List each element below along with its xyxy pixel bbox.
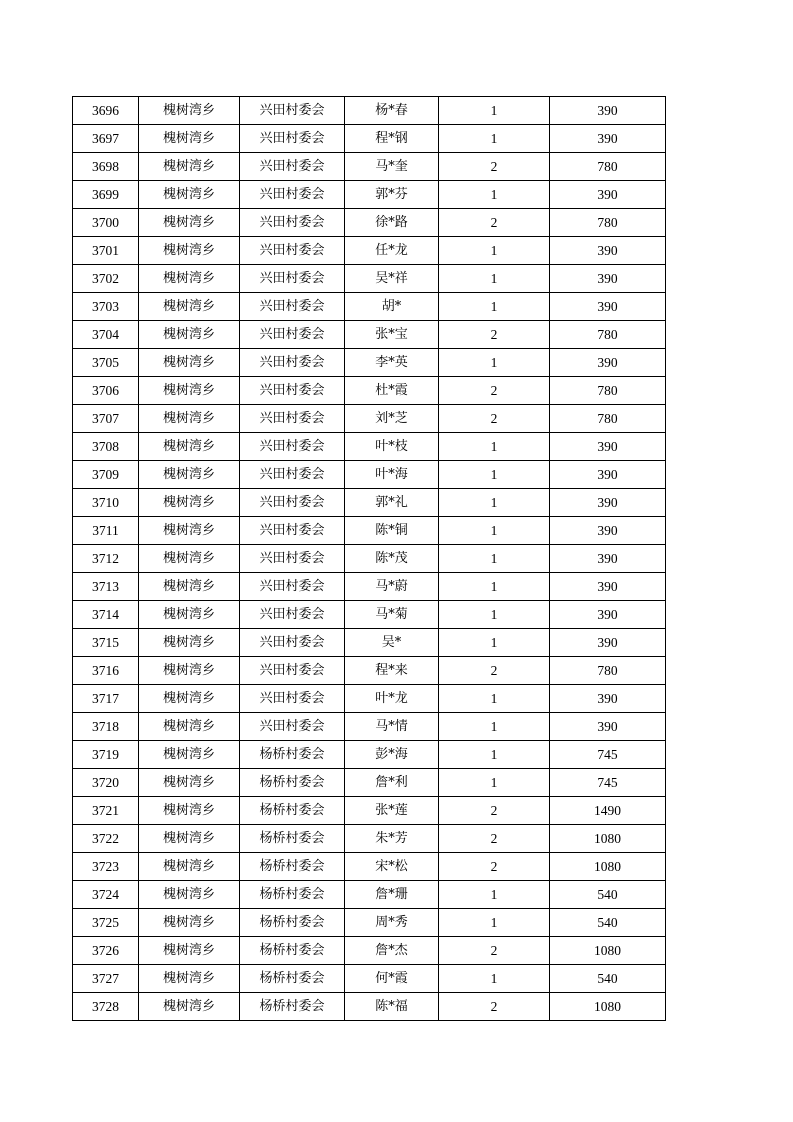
township-cell: 槐树湾乡 (139, 321, 240, 349)
count-cell: 1 (439, 125, 550, 153)
record-id-cell: 3728 (73, 993, 139, 1021)
record-id-cell: 3697 (73, 125, 139, 153)
name-cell: 马*菊 (345, 601, 439, 629)
township-cell: 槐树湾乡 (139, 181, 240, 209)
table-row (73, 97, 666, 125)
table-row (73, 909, 666, 937)
township-cell: 槐树湾乡 (139, 517, 240, 545)
name-cell: 马*情 (345, 713, 439, 741)
name-cell: 宋*松 (345, 853, 439, 881)
amount-cell: 390 (550, 489, 666, 517)
record-id-cell: 3723 (73, 853, 139, 881)
amount-cell: 780 (550, 377, 666, 405)
township-cell: 槐树湾乡 (139, 293, 240, 321)
village-committee-cell: 兴田村委会 (240, 489, 345, 517)
village-committee-cell: 兴田村委会 (240, 125, 345, 153)
amount-cell: 390 (550, 629, 666, 657)
name-cell: 陈*福 (345, 993, 439, 1021)
record-id-cell: 3716 (73, 657, 139, 685)
township-cell: 槐树湾乡 (139, 769, 240, 797)
name-cell: 叶*龙 (345, 685, 439, 713)
table-row (73, 349, 666, 377)
township-cell: 槐树湾乡 (139, 741, 240, 769)
township-cell: 槐树湾乡 (139, 545, 240, 573)
name-cell: 吴* (345, 629, 439, 657)
table-row (73, 405, 666, 433)
count-cell: 2 (439, 377, 550, 405)
count-cell: 1 (439, 909, 550, 937)
table-row (73, 965, 666, 993)
record-id-cell: 3701 (73, 237, 139, 265)
village-committee-cell: 杨桥村委会 (240, 909, 345, 937)
count-cell: 1 (439, 965, 550, 993)
village-committee-cell: 兴田村委会 (240, 573, 345, 601)
amount-cell: 390 (550, 265, 666, 293)
amount-cell: 745 (550, 769, 666, 797)
table-row (73, 293, 666, 321)
amount-cell: 1080 (550, 825, 666, 853)
name-cell: 任*龙 (345, 237, 439, 265)
table-row (73, 601, 666, 629)
amount-cell: 780 (550, 321, 666, 349)
table-row (73, 685, 666, 713)
name-cell: 陈*铜 (345, 517, 439, 545)
township-cell: 槐树湾乡 (139, 97, 240, 125)
table-row (73, 657, 666, 685)
village-committee-cell: 兴田村委会 (240, 517, 345, 545)
township-cell: 槐树湾乡 (139, 629, 240, 657)
count-cell: 1 (439, 601, 550, 629)
table-row (73, 153, 666, 181)
village-committee-cell: 兴田村委会 (240, 153, 345, 181)
table-row (73, 825, 666, 853)
amount-cell: 390 (550, 573, 666, 601)
record-id-cell: 3699 (73, 181, 139, 209)
township-cell: 槐树湾乡 (139, 573, 240, 601)
record-id-cell: 3710 (73, 489, 139, 517)
village-committee-cell: 杨桥村委会 (240, 853, 345, 881)
name-cell: 叶*海 (345, 461, 439, 489)
table-row (73, 629, 666, 657)
record-id-cell: 3703 (73, 293, 139, 321)
count-cell: 1 (439, 433, 550, 461)
record-table (72, 96, 666, 1021)
count-cell: 1 (439, 97, 550, 125)
name-cell: 张*宝 (345, 321, 439, 349)
village-committee-cell: 兴田村委会 (240, 293, 345, 321)
count-cell: 2 (439, 657, 550, 685)
record-id-cell: 3725 (73, 909, 139, 937)
amount-cell: 390 (550, 97, 666, 125)
count-cell: 2 (439, 321, 550, 349)
record-id-cell: 3721 (73, 797, 139, 825)
amount-cell: 780 (550, 153, 666, 181)
village-committee-cell: 兴田村委会 (240, 237, 345, 265)
amount-cell: 780 (550, 405, 666, 433)
name-cell: 张*莲 (345, 797, 439, 825)
amount-cell: 390 (550, 545, 666, 573)
table-row (73, 489, 666, 517)
township-cell: 槐树湾乡 (139, 797, 240, 825)
record-id-cell: 3726 (73, 937, 139, 965)
record-id-cell: 3711 (73, 517, 139, 545)
count-cell: 1 (439, 629, 550, 657)
name-cell: 徐*路 (345, 209, 439, 237)
amount-cell: 390 (550, 237, 666, 265)
record-table-body (73, 97, 666, 1021)
name-cell: 杜*霞 (345, 377, 439, 405)
count-cell: 1 (439, 545, 550, 573)
amount-cell: 390 (550, 433, 666, 461)
name-cell: 陈*茂 (345, 545, 439, 573)
table-row (73, 769, 666, 797)
amount-cell: 1080 (550, 937, 666, 965)
table-row (73, 517, 666, 545)
village-committee-cell: 兴田村委会 (240, 181, 345, 209)
count-cell: 1 (439, 293, 550, 321)
township-cell: 槐树湾乡 (139, 713, 240, 741)
township-cell: 槐树湾乡 (139, 909, 240, 937)
village-committee-cell: 杨桥村委会 (240, 965, 345, 993)
record-id-cell: 3722 (73, 825, 139, 853)
table-row (73, 209, 666, 237)
township-cell: 槐树湾乡 (139, 965, 240, 993)
table-row (73, 461, 666, 489)
village-committee-cell: 兴田村委会 (240, 97, 345, 125)
village-committee-cell: 杨桥村委会 (240, 993, 345, 1021)
record-id-cell: 3698 (73, 153, 139, 181)
name-cell: 马*奎 (345, 153, 439, 181)
record-id-cell: 3720 (73, 769, 139, 797)
village-committee-cell: 杨桥村委会 (240, 769, 345, 797)
village-committee-cell: 兴田村委会 (240, 545, 345, 573)
record-id-cell: 3713 (73, 573, 139, 601)
village-committee-cell: 兴田村委会 (240, 265, 345, 293)
table-row (73, 181, 666, 209)
table-row (73, 937, 666, 965)
table-row (73, 881, 666, 909)
count-cell: 1 (439, 237, 550, 265)
count-cell: 2 (439, 405, 550, 433)
record-id-cell: 3718 (73, 713, 139, 741)
amount-cell: 390 (550, 461, 666, 489)
name-cell: 郭*芬 (345, 181, 439, 209)
village-committee-cell: 杨桥村委会 (240, 797, 345, 825)
count-cell: 1 (439, 573, 550, 601)
amount-cell: 540 (550, 909, 666, 937)
record-id-cell: 3700 (73, 209, 139, 237)
record-id-cell: 3727 (73, 965, 139, 993)
record-id-cell: 3696 (73, 97, 139, 125)
township-cell: 槐树湾乡 (139, 881, 240, 909)
table-row (73, 237, 666, 265)
name-cell: 吴*祥 (345, 265, 439, 293)
name-cell: 马*蔚 (345, 573, 439, 601)
record-id-cell: 3719 (73, 741, 139, 769)
name-cell: 郭*礼 (345, 489, 439, 517)
table-row (73, 573, 666, 601)
count-cell: 1 (439, 489, 550, 517)
table-row (73, 377, 666, 405)
name-cell: 李*英 (345, 349, 439, 377)
township-cell: 槐树湾乡 (139, 853, 240, 881)
table-row (73, 993, 666, 1021)
village-committee-cell: 兴田村委会 (240, 405, 345, 433)
village-committee-cell: 兴田村委会 (240, 433, 345, 461)
village-committee-cell: 杨桥村委会 (240, 741, 345, 769)
name-cell: 周*秀 (345, 909, 439, 937)
amount-cell: 390 (550, 293, 666, 321)
township-cell: 槐树湾乡 (139, 265, 240, 293)
count-cell: 1 (439, 461, 550, 489)
village-committee-cell: 兴田村委会 (240, 377, 345, 405)
township-cell: 槐树湾乡 (139, 993, 240, 1021)
count-cell: 2 (439, 825, 550, 853)
village-committee-cell: 杨桥村委会 (240, 881, 345, 909)
table-row (73, 265, 666, 293)
township-cell: 槐树湾乡 (139, 489, 240, 517)
village-committee-cell: 兴田村委会 (240, 629, 345, 657)
name-cell: 詹*杰 (345, 937, 439, 965)
count-cell: 1 (439, 349, 550, 377)
count-cell: 2 (439, 797, 550, 825)
record-id-cell: 3715 (73, 629, 139, 657)
amount-cell: 1490 (550, 797, 666, 825)
name-cell: 杨*春 (345, 97, 439, 125)
amount-cell: 780 (550, 209, 666, 237)
amount-cell: 540 (550, 965, 666, 993)
name-cell: 詹*珊 (345, 881, 439, 909)
village-committee-cell: 兴田村委会 (240, 349, 345, 377)
record-id-cell: 3702 (73, 265, 139, 293)
table-row (73, 321, 666, 349)
township-cell: 槐树湾乡 (139, 153, 240, 181)
table-row (73, 125, 666, 153)
count-cell: 2 (439, 209, 550, 237)
amount-cell: 390 (550, 125, 666, 153)
township-cell: 槐树湾乡 (139, 657, 240, 685)
table-row (73, 741, 666, 769)
village-committee-cell: 杨桥村委会 (240, 825, 345, 853)
record-id-cell: 3714 (73, 601, 139, 629)
table-row (73, 545, 666, 573)
count-cell: 1 (439, 769, 550, 797)
township-cell: 槐树湾乡 (139, 125, 240, 153)
count-cell: 1 (439, 741, 550, 769)
record-id-cell: 3709 (73, 461, 139, 489)
village-committee-cell: 兴田村委会 (240, 601, 345, 629)
record-id-cell: 3706 (73, 377, 139, 405)
village-committee-cell: 兴田村委会 (240, 713, 345, 741)
village-committee-cell: 兴田村委会 (240, 657, 345, 685)
record-id-cell: 3724 (73, 881, 139, 909)
name-cell: 胡* (345, 293, 439, 321)
amount-cell: 390 (550, 517, 666, 545)
township-cell: 槐树湾乡 (139, 405, 240, 433)
amount-cell: 780 (550, 657, 666, 685)
village-committee-cell: 兴田村委会 (240, 321, 345, 349)
township-cell: 槐树湾乡 (139, 937, 240, 965)
name-cell: 刘*芝 (345, 405, 439, 433)
count-cell: 1 (439, 713, 550, 741)
table-row (73, 713, 666, 741)
record-id-cell: 3704 (73, 321, 139, 349)
township-cell: 槐树湾乡 (139, 433, 240, 461)
name-cell: 程*钢 (345, 125, 439, 153)
amount-cell: 540 (550, 881, 666, 909)
count-cell: 1 (439, 265, 550, 293)
record-id-cell: 3717 (73, 685, 139, 713)
amount-cell: 390 (550, 601, 666, 629)
township-cell: 槐树湾乡 (139, 685, 240, 713)
count-cell: 2 (439, 993, 550, 1021)
name-cell: 何*霞 (345, 965, 439, 993)
amount-cell: 1080 (550, 993, 666, 1021)
village-committee-cell: 兴田村委会 (240, 685, 345, 713)
township-cell: 槐树湾乡 (139, 825, 240, 853)
township-cell: 槐树湾乡 (139, 461, 240, 489)
township-cell: 槐树湾乡 (139, 601, 240, 629)
amount-cell: 390 (550, 713, 666, 741)
count-cell: 1 (439, 685, 550, 713)
name-cell: 彭*海 (345, 741, 439, 769)
count-cell: 2 (439, 937, 550, 965)
village-committee-cell: 兴田村委会 (240, 209, 345, 237)
name-cell: 程*来 (345, 657, 439, 685)
name-cell: 叶*枝 (345, 433, 439, 461)
count-cell: 2 (439, 153, 550, 181)
township-cell: 槐树湾乡 (139, 377, 240, 405)
amount-cell: 390 (550, 685, 666, 713)
table-row (73, 853, 666, 881)
name-cell: 詹*利 (345, 769, 439, 797)
record-id-cell: 3712 (73, 545, 139, 573)
amount-cell: 745 (550, 741, 666, 769)
amount-cell: 1080 (550, 853, 666, 881)
count-cell: 1 (439, 181, 550, 209)
amount-cell: 390 (550, 349, 666, 377)
count-cell: 2 (439, 853, 550, 881)
record-id-cell: 3708 (73, 433, 139, 461)
township-cell: 槐树湾乡 (139, 349, 240, 377)
table-row (73, 433, 666, 461)
count-cell: 1 (439, 517, 550, 545)
table-row (73, 797, 666, 825)
township-cell: 槐树湾乡 (139, 209, 240, 237)
count-cell: 1 (439, 881, 550, 909)
township-cell: 槐树湾乡 (139, 237, 240, 265)
record-id-cell: 3705 (73, 349, 139, 377)
amount-cell: 390 (550, 181, 666, 209)
village-committee-cell: 兴田村委会 (240, 461, 345, 489)
record-id-cell: 3707 (73, 405, 139, 433)
village-committee-cell: 杨桥村委会 (240, 937, 345, 965)
name-cell: 朱*芳 (345, 825, 439, 853)
